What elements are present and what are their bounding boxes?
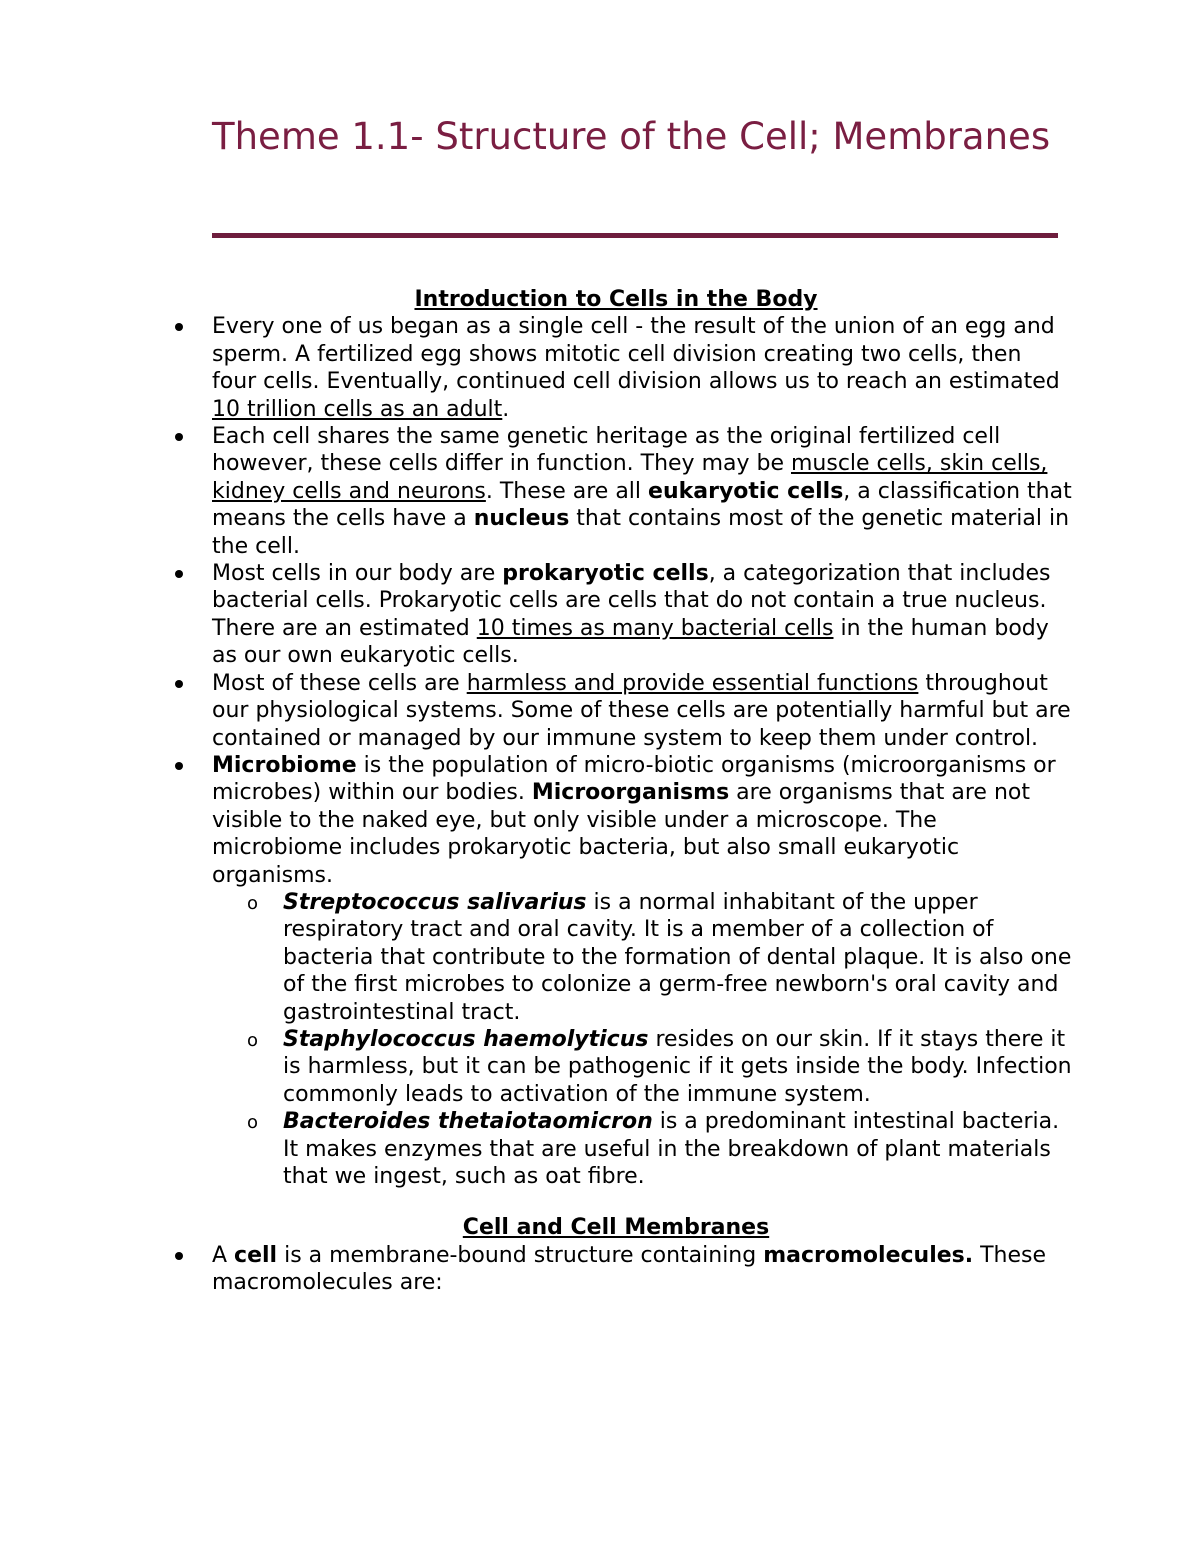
text-run: in the human body as our own eukaryotic cells. [212, 615, 1049, 669]
bullet-icon [175, 762, 183, 770]
intro-bullet-list [212, 313, 1072, 1190]
underlined-text: 10 times as many bacterial cells [476, 615, 834, 641]
species-name: Streptococcus salivarius [283, 889, 587, 915]
bold-term: cell [234, 1242, 278, 1268]
sublist-item [247, 1108, 1072, 1190]
membranes-bullet-list [212, 1242, 1072, 1297]
bold-term: Microorganisms [531, 780, 730, 806]
sublist-item [247, 889, 1072, 1026]
text-run: Each cell shares the same genetic heritage as the original fertilized cell however, these cells differ in function. They may be [212, 424, 1001, 477]
bullet-icon [175, 570, 183, 578]
text-run: These macromolecules are: [212, 1242, 1047, 1296]
list-item [212, 752, 1072, 1191]
text-run: Most of these cells are [212, 670, 467, 696]
text-run: Every one of us began as a single cell - the result of the union of an egg and sperm. A fertilized egg shows mitotic cell division creating two cells, then four cells. Eventually, continued cell division allows us to reach an estimated [212, 314, 1060, 395]
bold-term: Microbiome [212, 752, 357, 778]
bullet-icon [175, 680, 183, 688]
list-item [212, 560, 1072, 670]
microbe-sublist [212, 889, 1072, 1190]
sublist-item [247, 1026, 1072, 1108]
text-run: resides on our skin. If it stays there it is harmless, but it can be pathogenic if it gets inside the body. Infection commonly leads to activation of the immune system. [283, 1026, 1072, 1107]
text-run: Most cells in our body are [212, 561, 503, 587]
text-run: throughout our physiological systems. Some of these cells are potentially harmful but are contained or managed by our immune system to keep them under control. [212, 670, 1071, 751]
species-name: Bacteroides thetaiotaomicron [283, 1109, 653, 1135]
underlined-text: muscle cells, skin cells, kidney cells and neurons [212, 451, 1048, 504]
text-run: is the population of micro-biotic organisms (microorganisms or microbes) within our bodies. [212, 752, 1056, 806]
text-run: , a categorization that includes bacterial cells. Prokaryotic cells are cells that do not contain a true nucleus. There are an estimated [212, 561, 1051, 641]
list-item [212, 670, 1072, 752]
species-name: Staphylococcus haemolyticus [283, 1026, 649, 1052]
text-run: A [212, 1242, 235, 1268]
bullet-icon [175, 1252, 183, 1260]
section-heading-membranes: Cell and Cell Membranes [462, 1215, 770, 1241]
text-run: are organisms that are not visible to the naked eye, but only visible under a microscope. The microbiome includes prokaryotic bacteria, but also small eukaryotic organisms. [212, 780, 1030, 888]
circle-bullet-icon: o [247, 892, 259, 914]
page-title: Theme 1.1- Structure of the Cell; Membranes [212, 115, 1051, 158]
bullet-icon [175, 323, 183, 331]
text-run: , a classification that means the cells have a [212, 478, 1072, 532]
bold-term: prokaryotic cells [502, 561, 709, 587]
section-heading-intro: Introduction to Cells in the Body [414, 287, 818, 312]
underlined-text: harmless and provide essential functions [466, 670, 919, 696]
text-run: . These are all [485, 478, 649, 504]
text-run: is a normal inhabitant of the upper respiratory tract and oral cavity. It is a member of a collection of bacteria that contribute to the formation of dental plaque. It is also one of the first microbes to colonize a germ-free newborn's oral cavity and gastrointestinal tract. [283, 889, 1072, 1025]
text-run: . [502, 396, 510, 422]
circle-bullet-icon: o [247, 1029, 259, 1051]
document-body [212, 286, 1072, 1297]
text-run: is a membrane-bound structure containing [277, 1242, 764, 1268]
list-item [212, 1242, 1072, 1297]
bullet-icon [175, 433, 183, 441]
bold-term: eukaryotic cells [648, 478, 844, 504]
title-divider [212, 233, 1058, 238]
circle-bullet-icon: o [247, 1112, 259, 1134]
bold-term: nucleus [473, 506, 570, 532]
text-run: that contains most of the genetic material in the cell. [212, 506, 1070, 559]
bold-term: macromolecules. [763, 1242, 974, 1268]
text-run: is a predominant intestinal bacteria. It makes enzymes that are useful in the breakdown of plant materials that we ingest, such as oat fibre. [283, 1109, 1060, 1189]
list-item [212, 423, 1072, 560]
list-item [212, 313, 1072, 423]
underlined-text: 10 trillion cells as an adult [212, 396, 503, 422]
